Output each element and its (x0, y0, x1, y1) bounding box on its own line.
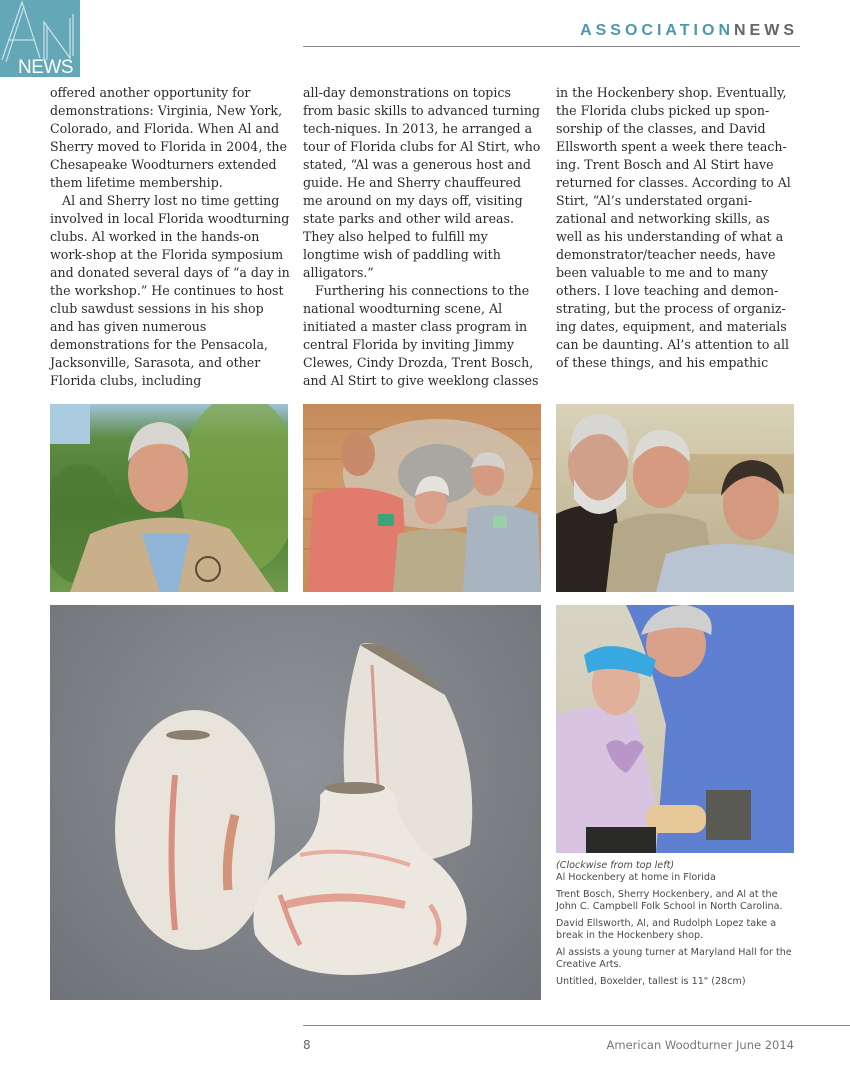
paragraph: Furthering his connections to the national woodturning scene, Al initiated a master class program in central Florida by inviting Jimmy Clewes, Cindy Drozda, Trent Bosch, and Al Stirt to give weeklong classes (303, 283, 539, 388)
photo-shop-break (556, 404, 794, 592)
caption-lead: (Clockwise from top left) (556, 860, 675, 871)
paragraph: all-day demonstrations on topics from basic skills to advanced turning tech-niques. In 2013, he arranged a tour of Florida clubs for Al Stirt, who stated, “Al was a generous host and guide. He and Sherry chauffeured me around on my days off, visiting state parks and other wild areas. They also helped to fulfill my longtime wish of paddling with alligators.” (303, 85, 541, 280)
caption-item: Trent Bosch, Sherry Hockenbery, and Al at the John C. Campbell Folk School in North Carolina. (556, 889, 783, 912)
caption-item: David Ellsworth, Al, and Rudolph Lopez take a break in the Hockenbery shop. (556, 918, 777, 941)
article-column-1 (50, 84, 290, 390)
photo-boxelder-vessels (50, 605, 541, 1000)
photo-al-at-home (50, 404, 288, 592)
section-header-association: ASSOCIATION (580, 22, 734, 39)
footer-divider (303, 1025, 850, 1026)
page-number: 8 (303, 1038, 311, 1052)
logo-news-text: NEWS (18, 57, 73, 77)
caption-item: Untitled, Boxelder, tallest is 11" (28cm) (556, 976, 746, 987)
section-header-news: NEWS (734, 22, 798, 39)
article-column-2 (303, 84, 543, 390)
paragraph: offered another opportunity for demonstrations: Virginia, New York, Colorado, and Florida. When Al and Sherry moved to Florida in 2004, the Chesapeake Woodturners extended them lifetime membership. (50, 85, 287, 190)
caption-item: Al Hockenbery at home in Florida (556, 872, 716, 883)
caption-item: Al assists a young turner at Maryland Hall for the Creative Arts. (556, 947, 792, 970)
publication-line: American Woodturner June 2014 (606, 1038, 794, 1052)
paragraph: Al and Sherry lost no time getting involved in local Florida woodturning clubs. Al worked in the hands-on work-shop at the Florida symposium and donated several days of “a day in the workshop.” He continues to host club sawdust sessions in his shop and has given numerous demonstrations for the Pensacola, Jacksonville, Sarasota, and other Florida clubs, including (50, 193, 290, 388)
photo-captions (556, 860, 801, 993)
photo-folk-school (303, 404, 541, 592)
photo-young-turner (556, 605, 794, 853)
article-column-3 (556, 84, 796, 372)
paragraph: in the Hockenbery shop. Eventually, the Florida clubs picked up spon-sorship of the classes, and David Ellsworth spent a week there teach-ing. Trent Bosch and Al Stirt have returned for classes. According to Al Stirt, “Al’s understated organi-zational and networking skills, as well as his understanding of what a demonstrator/teacher needs, have been valuable to me and to many others. I love teaching and demon-strating, but the process of organiz-ing dates, equipment, and materials can be daunting. Al’s attention to all of these things, and his empathic (556, 85, 791, 370)
section-header (580, 21, 798, 41)
header-divider (303, 46, 800, 47)
an-news-logo (0, 0, 80, 77)
